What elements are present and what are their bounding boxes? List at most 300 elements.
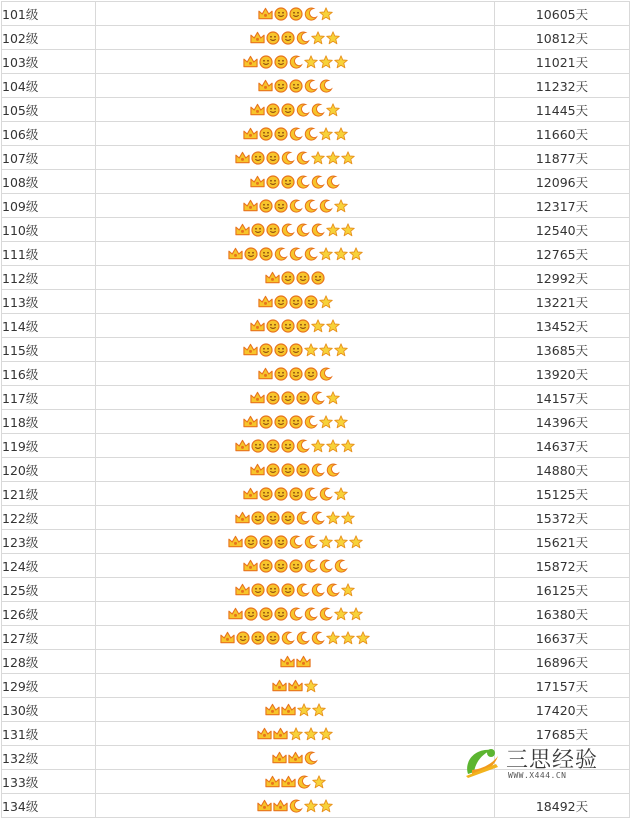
- level-icons: [228, 245, 363, 263]
- level-cell: 120级: [2, 458, 96, 482]
- crown-icon: [243, 415, 258, 429]
- table-row: [2, 434, 630, 458]
- sun-icon: [251, 223, 265, 237]
- sun-icon: [266, 583, 280, 597]
- level-icons: [243, 557, 348, 575]
- moon-icon: [289, 247, 303, 261]
- icons-cell: [96, 506, 495, 530]
- level-icons: [250, 461, 340, 479]
- table-row: [2, 674, 630, 698]
- star-icon: [326, 223, 340, 237]
- table-row: [2, 506, 630, 530]
- icons-cell: [96, 2, 495, 26]
- crown-icon: [228, 535, 243, 549]
- level-cell: 123级: [2, 530, 96, 554]
- crown-icon: [258, 367, 273, 381]
- days-cell: 17685天: [495, 722, 630, 746]
- days-cell: 17420天: [495, 698, 630, 722]
- table-row: [2, 626, 630, 650]
- star-icon: [334, 487, 348, 501]
- moon-icon: [319, 199, 333, 213]
- crown-icon: [235, 223, 250, 237]
- level-cell: 121级: [2, 482, 96, 506]
- watermark-logo-icon: [462, 744, 502, 780]
- crown-icon: [220, 631, 235, 645]
- icons-cell: [96, 74, 495, 98]
- level-cell: 133级: [2, 770, 96, 794]
- icons-cell: [96, 410, 495, 434]
- sun-icon: [259, 535, 273, 549]
- moon-icon: [296, 583, 310, 597]
- table-row: [2, 458, 630, 482]
- crown-icon: [258, 295, 273, 309]
- star-icon: [319, 343, 333, 357]
- level-icons: [250, 389, 340, 407]
- level-icons: [235, 509, 355, 527]
- crown-icon: [281, 775, 296, 789]
- moon-icon: [319, 79, 333, 93]
- sun-icon: [281, 391, 295, 405]
- table-row: [2, 362, 630, 386]
- moon-icon: [319, 607, 333, 621]
- moon-icon: [326, 583, 340, 597]
- sun-icon: [266, 223, 280, 237]
- icons-cell: [96, 554, 495, 578]
- days-cell: 16637天: [495, 626, 630, 650]
- sun-icon: [296, 319, 310, 333]
- sun-icon: [244, 535, 258, 549]
- star-icon: [326, 31, 340, 45]
- level-table-body: [2, 2, 630, 818]
- crown-icon: [273, 799, 288, 813]
- sun-icon: [296, 271, 310, 285]
- star-icon: [319, 55, 333, 69]
- table-row: [2, 602, 630, 626]
- sun-icon: [244, 247, 258, 261]
- sun-icon: [266, 319, 280, 333]
- crown-icon: [235, 439, 250, 453]
- table-row: [2, 530, 630, 554]
- star-icon: [311, 319, 325, 333]
- icons-cell: [96, 746, 495, 770]
- star-icon: [341, 631, 355, 645]
- level-icons: [257, 797, 333, 815]
- crown-icon: [243, 487, 258, 501]
- moon-icon: [289, 535, 303, 549]
- level-icons: [243, 53, 348, 71]
- sun-icon: [274, 79, 288, 93]
- sun-icon: [259, 559, 273, 573]
- sun-icon: [274, 7, 288, 21]
- crown-icon: [257, 799, 272, 813]
- star-icon: [349, 247, 363, 261]
- table-row: [2, 2, 630, 26]
- star-icon: [304, 679, 318, 693]
- icons-cell: [96, 722, 495, 746]
- days-cell: 12992天: [495, 266, 630, 290]
- sun-icon: [289, 343, 303, 357]
- sun-icon: [281, 271, 295, 285]
- sun-icon: [259, 343, 273, 357]
- days-cell: 11660天: [495, 122, 630, 146]
- level-icons: [235, 221, 355, 239]
- sun-icon: [274, 127, 288, 141]
- icons-cell: [96, 50, 495, 74]
- sun-icon: [266, 391, 280, 405]
- icons-cell: [96, 338, 495, 362]
- moon-icon: [296, 511, 310, 525]
- crown-icon: [265, 271, 280, 285]
- moon-icon: [319, 367, 333, 381]
- moon-icon: [334, 559, 348, 573]
- crown-icon: [280, 655, 295, 669]
- level-cell: 109级: [2, 194, 96, 218]
- icons-cell: [96, 242, 495, 266]
- icons-cell: [96, 434, 495, 458]
- level-cell: 126级: [2, 602, 96, 626]
- moon-icon: [281, 631, 295, 645]
- icons-cell: [96, 314, 495, 338]
- sun-icon: [274, 607, 288, 621]
- days-cell: 14637天: [495, 434, 630, 458]
- star-icon: [349, 535, 363, 549]
- level-icons: [250, 29, 340, 47]
- crown-icon: [272, 679, 287, 693]
- level-icons: [235, 581, 355, 599]
- table-row: [2, 122, 630, 146]
- level-cell: 122级: [2, 506, 96, 530]
- days-cell: 13685天: [495, 338, 630, 362]
- days-cell: 15621天: [495, 530, 630, 554]
- days-cell: 14157天: [495, 386, 630, 410]
- sun-icon: [296, 463, 310, 477]
- sun-icon: [296, 391, 310, 405]
- icons-cell: [96, 218, 495, 242]
- star-icon: [319, 7, 333, 21]
- moon-icon: [304, 199, 318, 213]
- crown-icon: [250, 31, 265, 45]
- sun-icon: [266, 511, 280, 525]
- sun-icon: [274, 487, 288, 501]
- table-row: [2, 98, 630, 122]
- crown-icon: [250, 175, 265, 189]
- table-row: [2, 410, 630, 434]
- star-icon: [334, 199, 348, 213]
- days-cell: 18492天: [495, 794, 630, 818]
- moon-icon: [304, 535, 318, 549]
- icons-cell: [96, 674, 495, 698]
- sun-icon: [266, 151, 280, 165]
- level-icons: [265, 269, 325, 287]
- days-cell: 11877天: [495, 146, 630, 170]
- crown-icon: [250, 319, 265, 333]
- star-icon: [319, 247, 333, 261]
- sun-icon: [259, 247, 273, 261]
- level-icons: [258, 293, 333, 311]
- level-icons: [243, 341, 348, 359]
- star-icon: [334, 343, 348, 357]
- icons-cell: [96, 146, 495, 170]
- sun-icon: [281, 511, 295, 525]
- sun-icon: [259, 127, 273, 141]
- watermark: [456, 738, 606, 786]
- star-icon: [311, 31, 325, 45]
- table-row: [2, 26, 630, 50]
- level-cell: 114级: [2, 314, 96, 338]
- moon-icon: [289, 799, 303, 813]
- table-row: [2, 74, 630, 98]
- star-icon: [326, 439, 340, 453]
- moon-icon: [289, 199, 303, 213]
- sun-icon: [289, 415, 303, 429]
- days-cell: 15125天: [495, 482, 630, 506]
- level-icons: [235, 437, 355, 455]
- moon-icon: [274, 247, 288, 261]
- icons-cell: [96, 530, 495, 554]
- level-cell: 113级: [2, 290, 96, 314]
- sun-icon: [251, 583, 265, 597]
- level-cell: 127级: [2, 626, 96, 650]
- days-cell: 11445天: [495, 98, 630, 122]
- level-cell: 102级: [2, 26, 96, 50]
- icons-cell: [96, 578, 495, 602]
- level-icons: [220, 629, 370, 647]
- star-icon: [319, 799, 333, 813]
- watermark-url: WWW.X444.CN: [508, 771, 567, 780]
- sun-icon: [259, 607, 273, 621]
- icons-cell: [96, 26, 495, 50]
- level-table: [1, 1, 630, 818]
- moon-icon: [304, 487, 318, 501]
- star-icon: [311, 439, 325, 453]
- days-cell: 12765天: [495, 242, 630, 266]
- sun-icon: [259, 199, 273, 213]
- days-cell: 12540天: [495, 218, 630, 242]
- sun-icon: [274, 343, 288, 357]
- table-row: [2, 50, 630, 74]
- icons-cell: [96, 482, 495, 506]
- level-cell: 134级: [2, 794, 96, 818]
- sun-icon: [289, 295, 303, 309]
- moon-icon: [296, 103, 310, 117]
- moon-icon: [304, 559, 318, 573]
- level-cell: 124级: [2, 554, 96, 578]
- moon-icon: [326, 175, 340, 189]
- level-icons: [258, 77, 333, 95]
- moon-icon: [296, 223, 310, 237]
- level-icons: [243, 413, 348, 431]
- sun-icon: [266, 31, 280, 45]
- level-cell: 103级: [2, 50, 96, 74]
- sun-icon: [274, 199, 288, 213]
- icons-cell: [96, 362, 495, 386]
- crown-icon: [288, 679, 303, 693]
- sun-icon: [251, 151, 265, 165]
- table-row: [2, 338, 630, 362]
- crown-icon: [228, 247, 243, 261]
- level-cell: 130级: [2, 698, 96, 722]
- moon-icon: [289, 55, 303, 69]
- level-icons: [250, 173, 340, 191]
- level-icons: [243, 485, 348, 503]
- crown-icon: [243, 343, 258, 357]
- sun-icon: [266, 631, 280, 645]
- star-icon: [304, 799, 318, 813]
- level-icons: [272, 749, 318, 767]
- moon-icon: [304, 607, 318, 621]
- icons-cell: [96, 770, 495, 794]
- moon-icon: [296, 151, 310, 165]
- days-cell: 14396天: [495, 410, 630, 434]
- days-cell: 14880天: [495, 458, 630, 482]
- level-icons: [280, 653, 311, 671]
- sun-icon: [281, 31, 295, 45]
- sun-icon: [259, 487, 273, 501]
- icons-cell: [96, 698, 495, 722]
- moon-icon: [311, 391, 325, 405]
- crown-icon: [235, 583, 250, 597]
- crown-icon: [265, 775, 280, 789]
- star-icon: [326, 511, 340, 525]
- table-row: [2, 386, 630, 410]
- table-row: [2, 698, 630, 722]
- crown-icon: [250, 103, 265, 117]
- moon-icon: [311, 463, 325, 477]
- level-cell: 110级: [2, 218, 96, 242]
- sun-icon: [281, 439, 295, 453]
- star-icon: [356, 631, 370, 645]
- level-cell: 117级: [2, 386, 96, 410]
- crown-icon: [288, 751, 303, 765]
- sun-icon: [274, 535, 288, 549]
- star-icon: [349, 607, 363, 621]
- crown-icon: [272, 751, 287, 765]
- moon-icon: [319, 559, 333, 573]
- level-cell: 129级: [2, 674, 96, 698]
- moon-icon: [281, 223, 295, 237]
- crown-icon: [235, 151, 250, 165]
- star-icon: [319, 127, 333, 141]
- moon-icon: [297, 775, 311, 789]
- crown-icon: [243, 199, 258, 213]
- sun-icon: [259, 415, 273, 429]
- sun-icon: [251, 631, 265, 645]
- star-icon: [326, 103, 340, 117]
- moon-icon: [311, 583, 325, 597]
- sun-icon: [281, 103, 295, 117]
- moon-icon: [296, 175, 310, 189]
- level-cell: 116级: [2, 362, 96, 386]
- days-cell: 15372天: [495, 506, 630, 530]
- star-icon: [334, 535, 348, 549]
- crown-icon: [228, 607, 243, 621]
- days-cell: 10812天: [495, 26, 630, 50]
- star-icon: [326, 391, 340, 405]
- days-cell: 15872天: [495, 554, 630, 578]
- moon-icon: [304, 751, 318, 765]
- star-icon: [334, 247, 348, 261]
- level-cell: 131级: [2, 722, 96, 746]
- star-icon: [289, 727, 303, 741]
- crown-icon: [243, 127, 258, 141]
- sun-icon: [266, 175, 280, 189]
- icons-cell: [96, 266, 495, 290]
- star-icon: [319, 535, 333, 549]
- moon-icon: [311, 103, 325, 117]
- level-cell: 104级: [2, 74, 96, 98]
- moon-icon: [304, 127, 318, 141]
- crown-icon: [258, 7, 273, 21]
- moon-icon: [311, 511, 325, 525]
- sun-icon: [274, 415, 288, 429]
- level-icons: [272, 677, 318, 695]
- sun-icon: [289, 487, 303, 501]
- table-row: [2, 242, 630, 266]
- star-icon: [341, 511, 355, 525]
- crown-icon: [250, 391, 265, 405]
- crown-icon: [235, 511, 250, 525]
- sun-icon: [274, 559, 288, 573]
- days-cell: 12096天: [495, 170, 630, 194]
- star-icon: [326, 151, 340, 165]
- days-cell: 16125天: [495, 578, 630, 602]
- sun-icon: [266, 103, 280, 117]
- level-cell: 115级: [2, 338, 96, 362]
- crown-icon: [243, 55, 258, 69]
- level-icons: [235, 149, 355, 167]
- days-cell: 13452天: [495, 314, 630, 338]
- days-cell: 16896天: [495, 650, 630, 674]
- moon-icon: [326, 463, 340, 477]
- star-icon: [312, 703, 326, 717]
- level-icons: [228, 605, 363, 623]
- icons-cell: [96, 386, 495, 410]
- crown-icon: [273, 727, 288, 741]
- sun-icon: [259, 55, 273, 69]
- icons-cell: [96, 650, 495, 674]
- icons-cell: [96, 122, 495, 146]
- level-cell: 101级: [2, 2, 96, 26]
- sun-icon: [304, 367, 318, 381]
- icons-cell: [96, 290, 495, 314]
- icons-cell: [96, 194, 495, 218]
- level-cell: 108级: [2, 170, 96, 194]
- moon-icon: [296, 31, 310, 45]
- level-icons: [265, 773, 326, 791]
- icons-cell: [96, 170, 495, 194]
- table-row: [2, 650, 630, 674]
- star-icon: [334, 415, 348, 429]
- star-icon: [334, 127, 348, 141]
- star-icon: [334, 55, 348, 69]
- level-cell: 118级: [2, 410, 96, 434]
- sun-icon: [236, 631, 250, 645]
- star-icon: [341, 151, 355, 165]
- icons-cell: [96, 602, 495, 626]
- table-row: [2, 314, 630, 338]
- level-cell: 119级: [2, 434, 96, 458]
- sun-icon: [311, 271, 325, 285]
- table-row: [2, 290, 630, 314]
- level-icons: [250, 101, 340, 119]
- level-cell: 132级: [2, 746, 96, 770]
- days-cell: 13221天: [495, 290, 630, 314]
- icons-cell: [96, 458, 495, 482]
- icons-cell: [96, 626, 495, 650]
- moon-icon: [304, 79, 318, 93]
- table-row: [2, 554, 630, 578]
- star-icon: [341, 583, 355, 597]
